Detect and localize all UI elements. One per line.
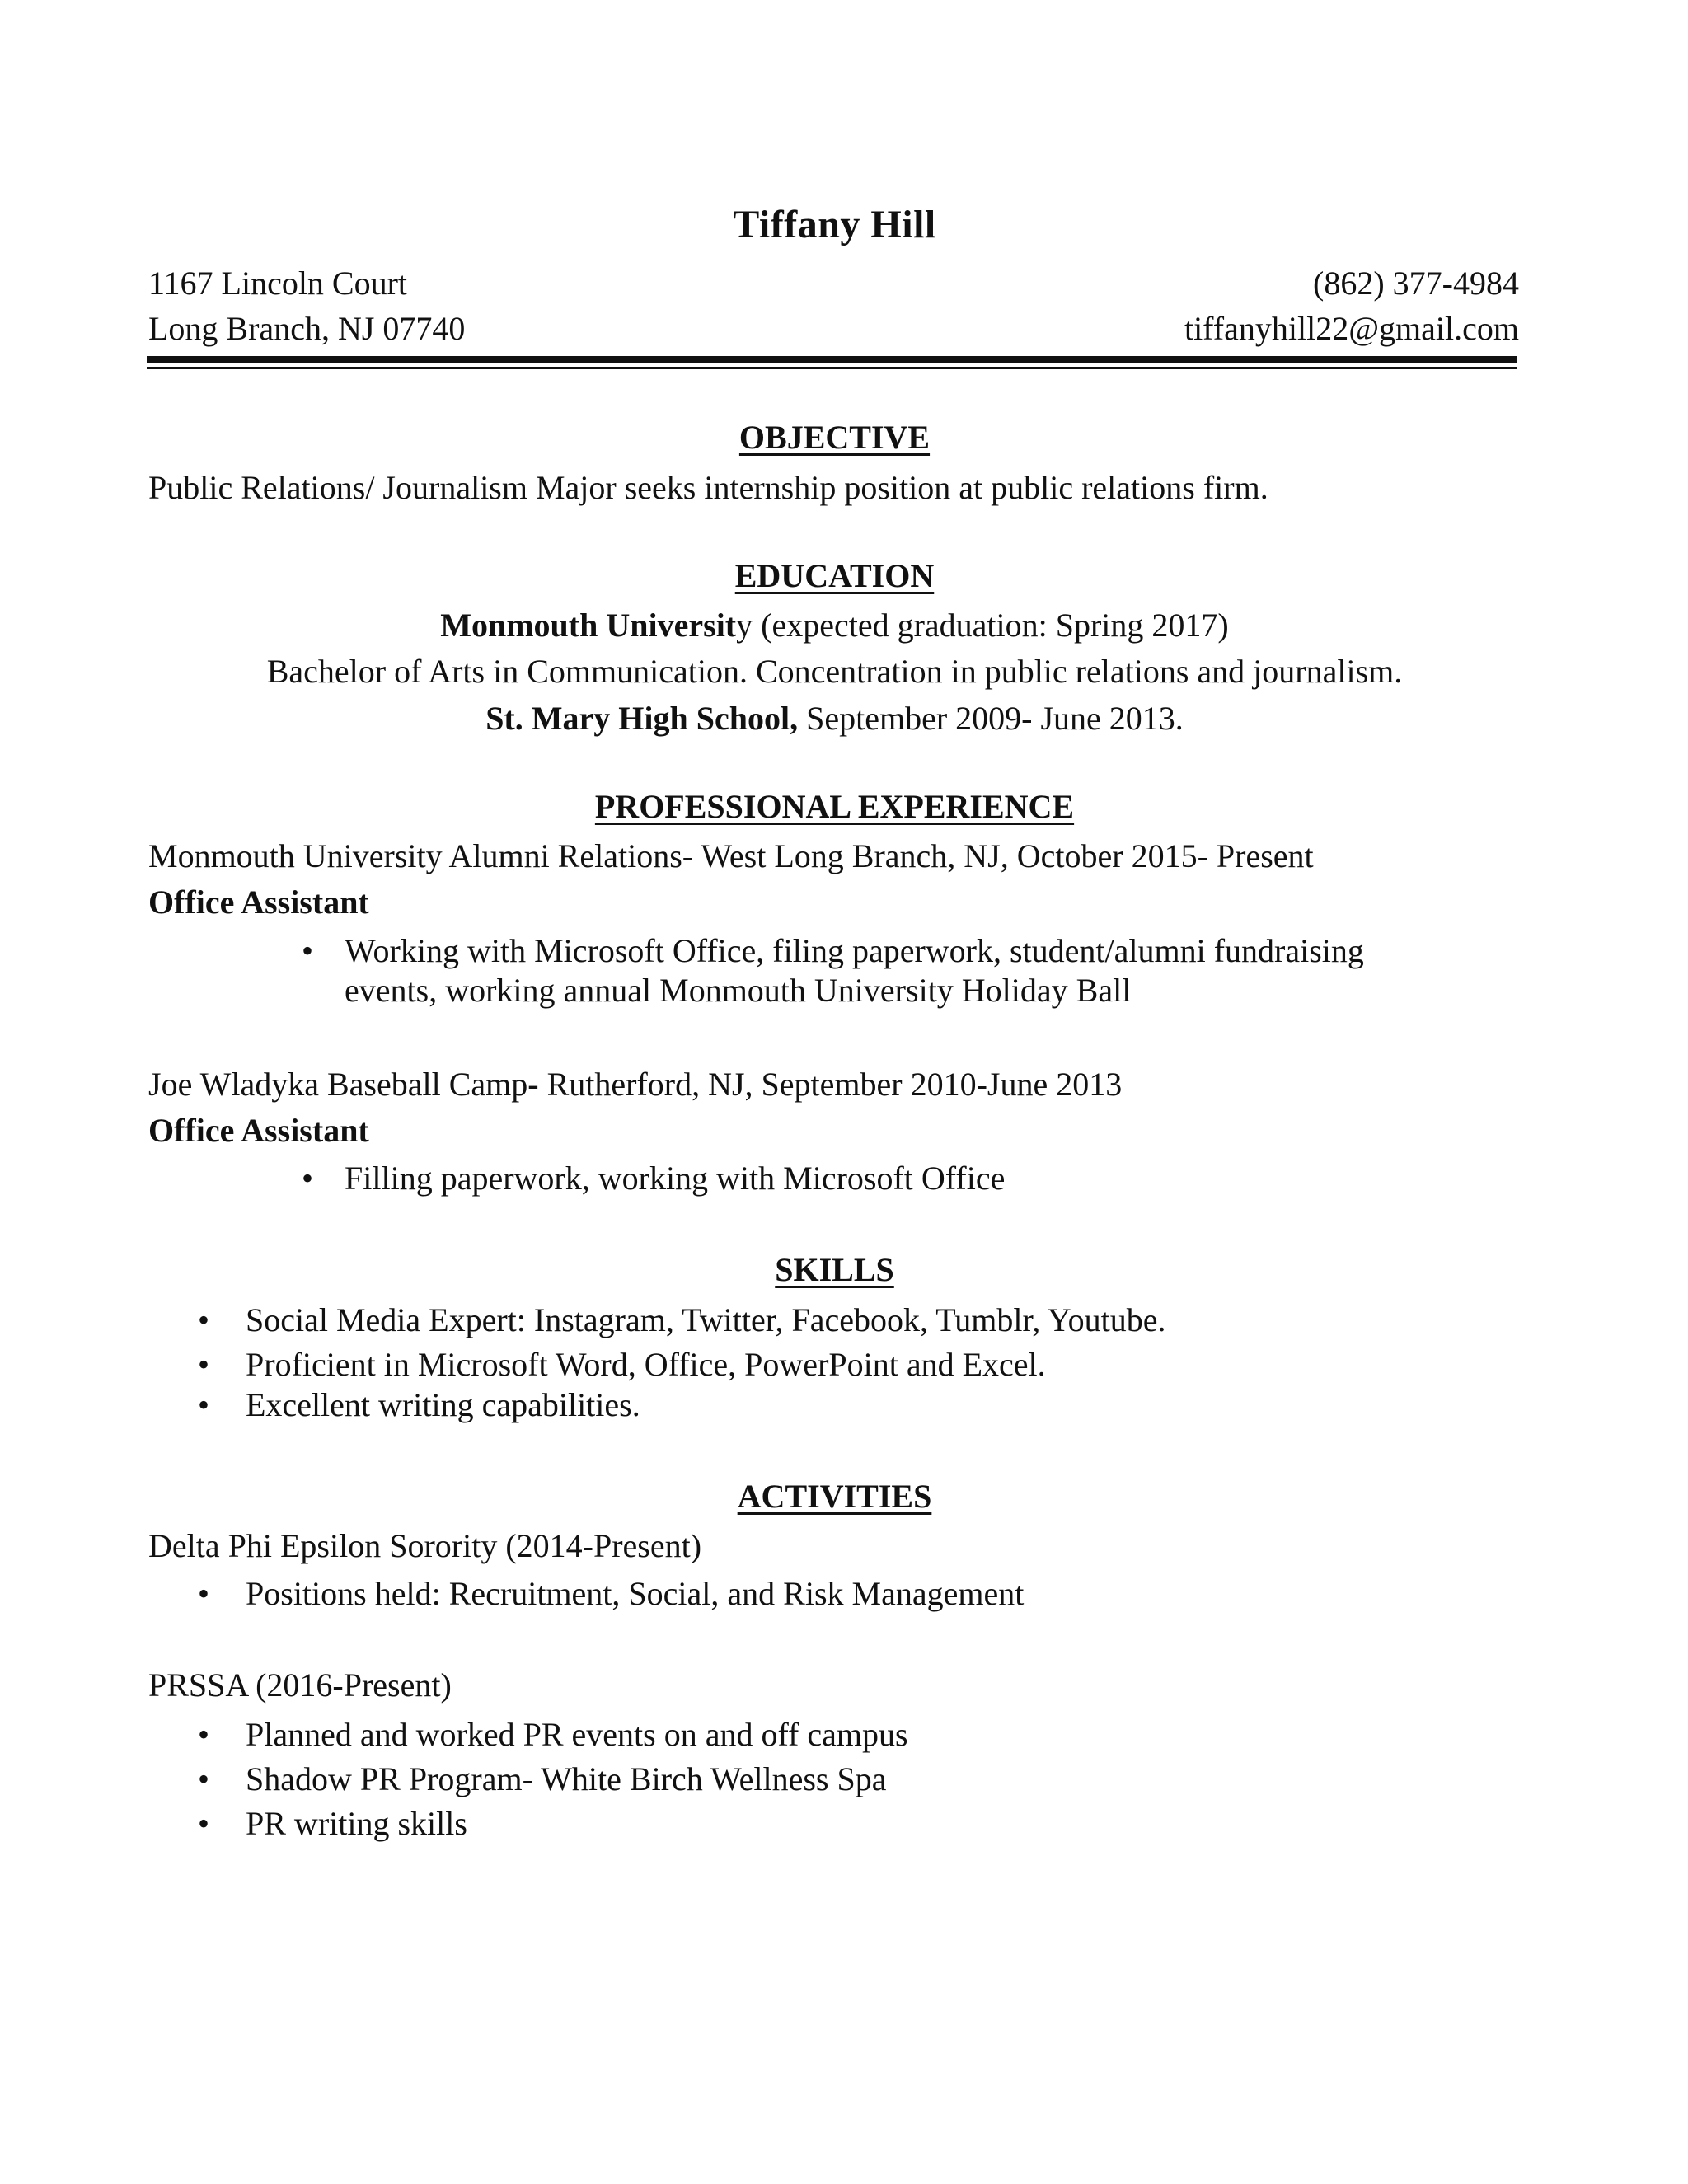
header-divider-thin <box>147 367 1517 369</box>
activity-2-bullet-1: Planned and worked PR events on and off campus <box>246 1716 908 1753</box>
university-details: y (expected graduation: Spring 2017) <box>736 607 1229 644</box>
highschool-name: St. Mary High School, <box>485 700 799 737</box>
email-address: tiffanyhill22@gmail.com <box>1184 310 1519 347</box>
job-1-title: Office Assistant <box>148 883 369 921</box>
bullet-icon: • <box>198 1386 210 1423</box>
bullet-icon: • <box>198 1301 210 1338</box>
activity-2-bullet-3: PR writing skills <box>246 1805 467 1842</box>
bullet-icon: • <box>198 1575 210 1612</box>
university-line <box>0 606 1669 645</box>
job-2-line <box>148 1065 1122 1104</box>
header-divider-thick <box>147 356 1517 363</box>
skill-item-3: Excellent writing capabilities. <box>246 1386 640 1423</box>
activity-2-bullet-2: Shadow PR Program- White Birch Wellness Spa <box>246 1760 887 1797</box>
objective-text: Public Relations/ Journalism Major seeks internship position at public relations firm. <box>148 469 1268 506</box>
degree-line: Bachelor of Arts in Communication. Concentration in public relations and journalism. <box>266 653 1403 690</box>
experience-heading: PROFESSIONAL EXPERIENCE <box>594 788 1075 825</box>
phone-number: (862) 377-4984 <box>1313 265 1519 302</box>
highschool-dates: September 2009- June 2013. <box>798 700 1184 737</box>
job-2-location-dates: Rutherford, NJ, September 2010-June 2013 <box>538 1066 1123 1103</box>
bullet-icon: • <box>302 1160 314 1197</box>
job-2-dash: - <box>528 1066 539 1103</box>
bullet-icon: • <box>198 1346 210 1383</box>
job-1-bullet-1-cont: events, working annual Monmouth University Holiday Ball <box>345 972 1132 1009</box>
university-name: Monmouth Universit <box>440 607 737 644</box>
job-1-bullet-1: Working with Microsoft Office, filing paperwork, student/alumni fundraising <box>345 932 1364 969</box>
job-2-title: Office Assistant <box>148 1112 369 1149</box>
activity-1-bullet-1: Positions held: Recruitment, Social, and Risk Management <box>246 1575 1025 1612</box>
job-2-org: Joe Wladyka Baseball Camp <box>148 1066 528 1103</box>
bullet-icon: • <box>198 1805 210 1842</box>
activity-1-title: Delta Phi Epsilon Sorority (2014-Present) <box>148 1527 702 1564</box>
skill-item-1: Social Media Expert: Instagram, Twitter, Facebook, Tumblr, Youtube. <box>246 1301 1166 1338</box>
job-2-bullet-1: Filling paperwork, working with Microsoft Office <box>345 1160 1006 1197</box>
address-line-1: 1167 Lincoln Court <box>148 265 408 302</box>
bullet-icon: • <box>198 1716 210 1753</box>
bullet-icon: • <box>302 932 314 969</box>
job-1-line: Monmouth University Alumni Relations- West Long Branch, NJ, October 2015- Present <box>148 837 1314 874</box>
skill-item-2: Proficient in Microsoft Word, Office, PowerPoint and Excel. <box>246 1346 1046 1383</box>
candidate-name: Tiffany Hill <box>733 203 936 246</box>
address-line-2: Long Branch, NJ 07740 <box>148 310 466 347</box>
skills-heading: SKILLS <box>775 1251 894 1288</box>
bullet-icon: • <box>198 1760 210 1797</box>
highschool-line <box>0 699 1669 738</box>
education-heading: EDUCATION <box>734 557 935 594</box>
objective-heading: OBJECTIVE <box>738 419 931 456</box>
activities-heading: ACTIVITIES <box>737 1478 932 1515</box>
activity-2-title: PRSSA (2016-Present) <box>148 1666 452 1704</box>
